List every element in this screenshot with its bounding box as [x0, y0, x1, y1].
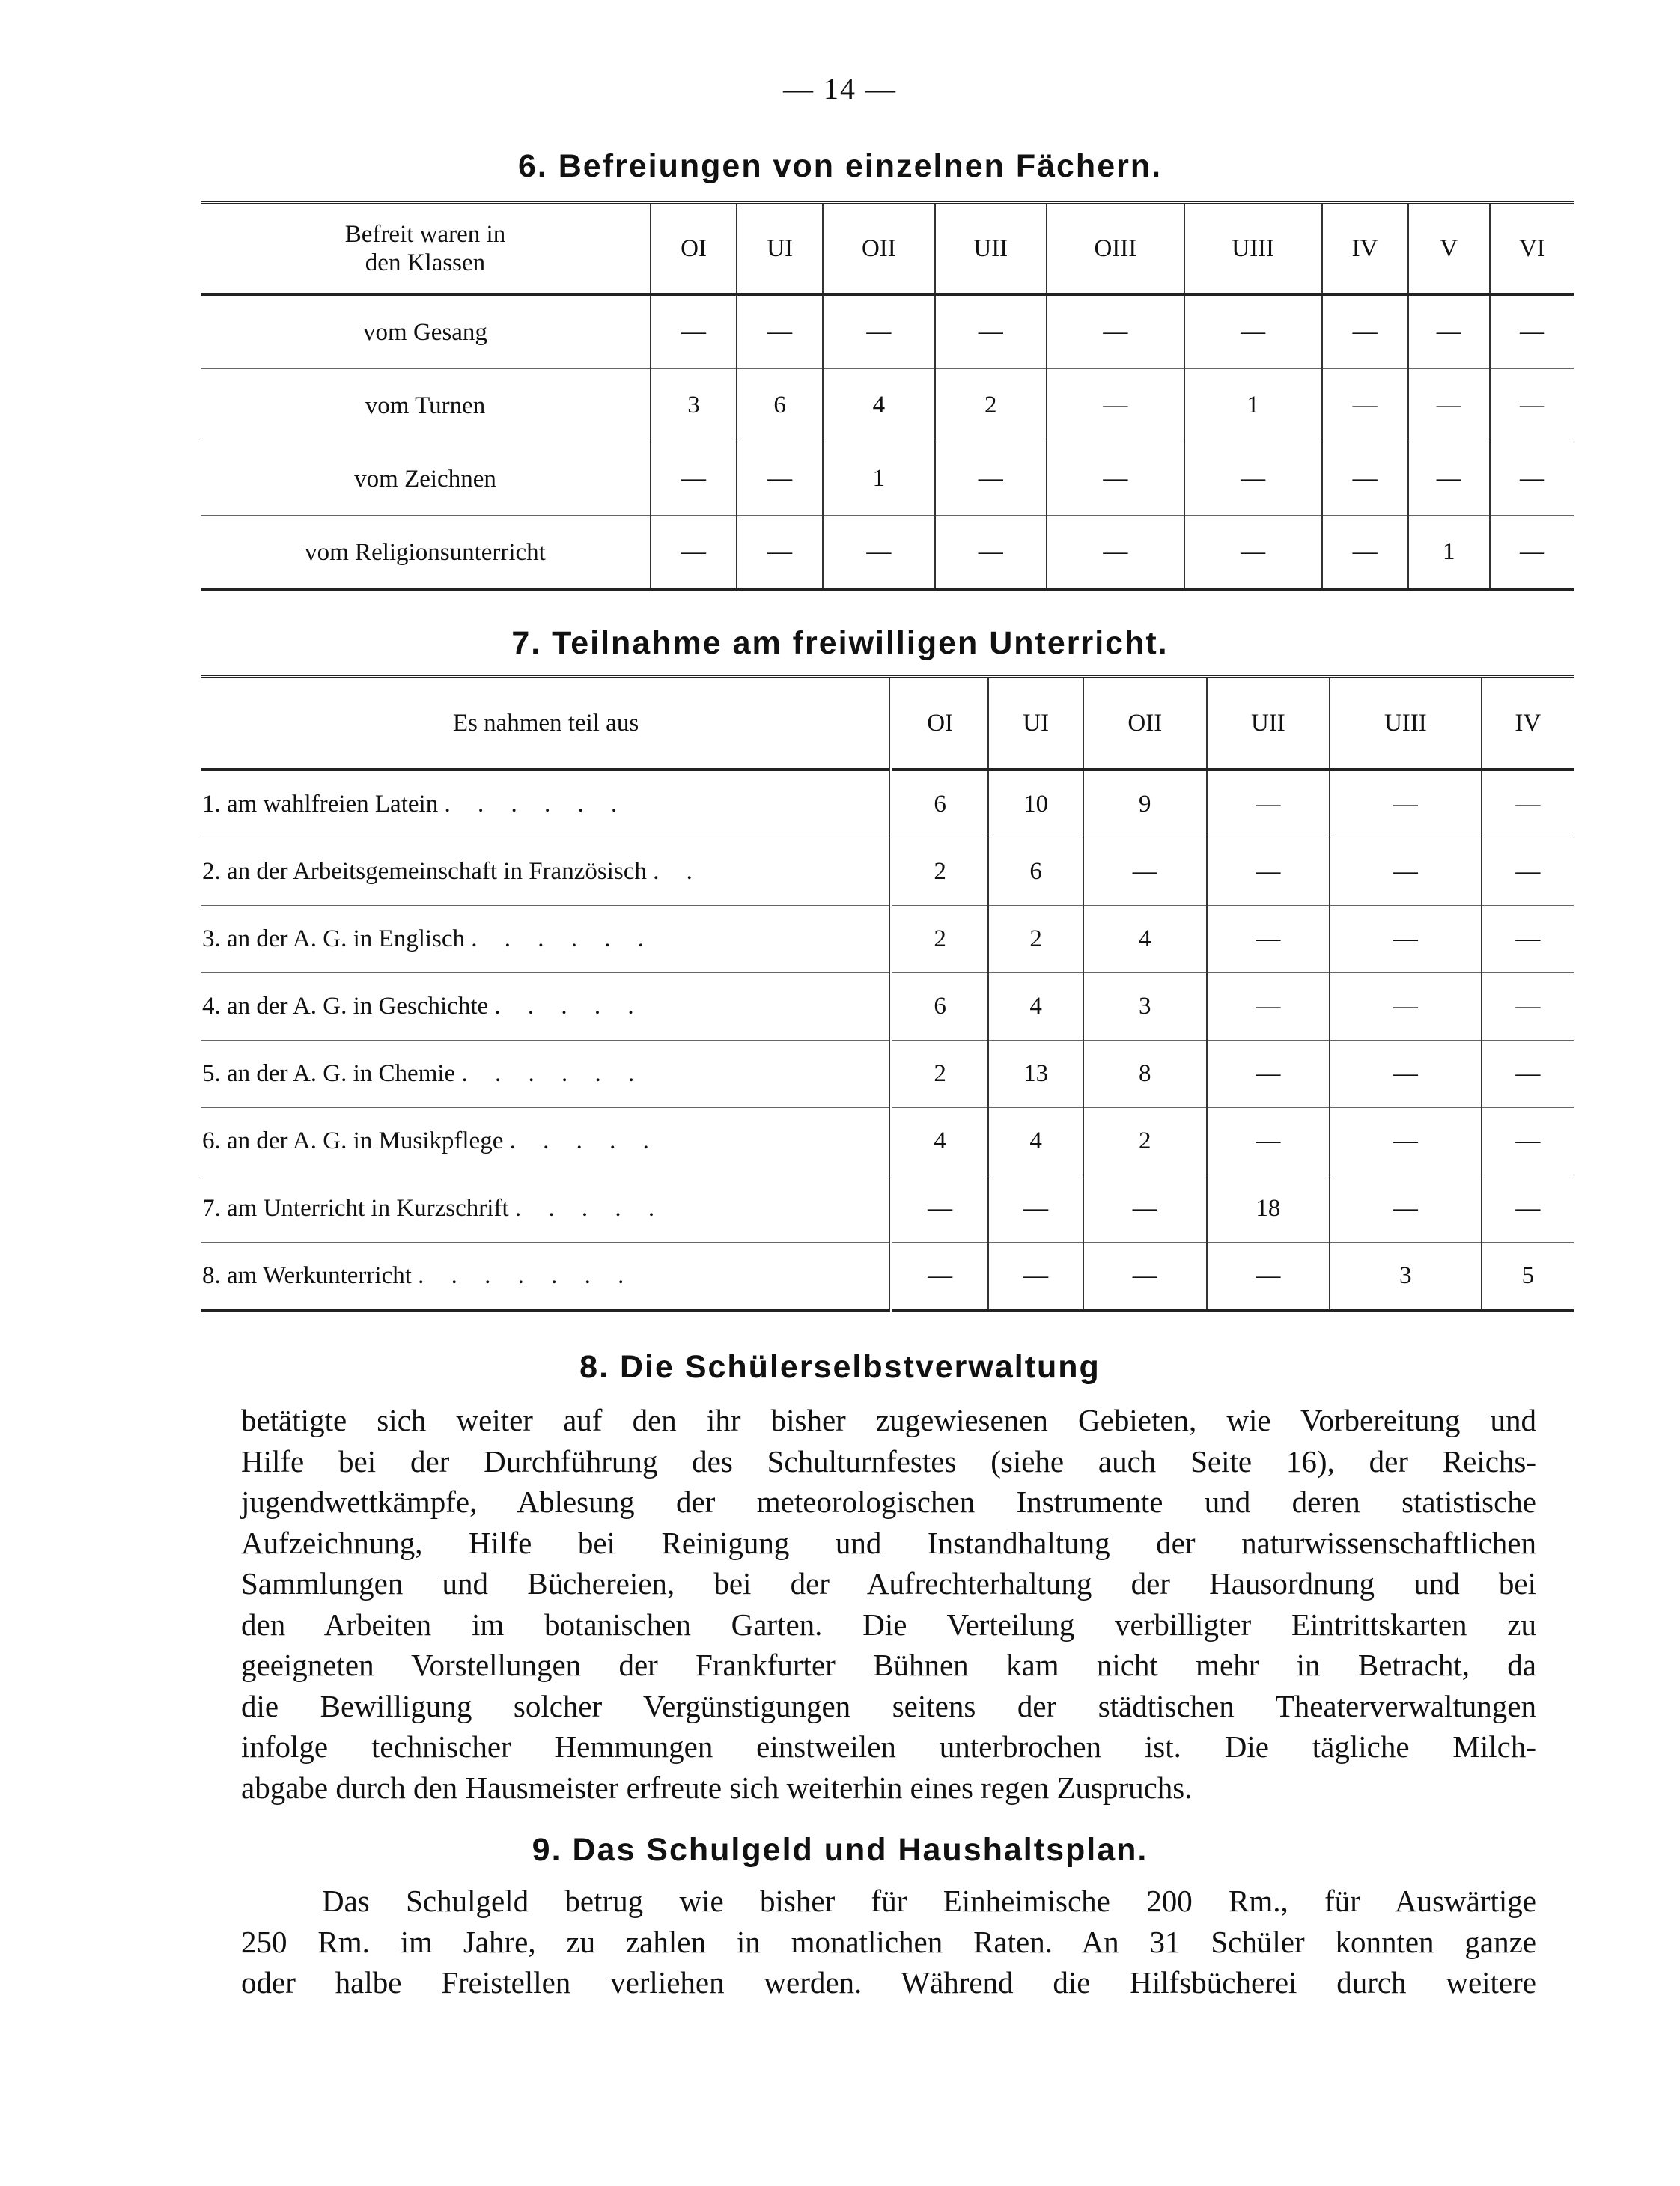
row-label: 3. an der A. G. in Englisch — [202, 925, 466, 952]
text-line: geeigneten Vorstellungen der Frankfurter Bühnen kam nicht mehr in Betracht, da — [241, 1648, 1536, 1682]
section8-title: 8. Die Schülerselbstverwaltung — [579, 1349, 1101, 1385]
table-cell: 1 — [1184, 369, 1322, 442]
row-label-cell — [201, 973, 891, 1041]
col-header: UI — [988, 677, 1083, 770]
row-label: 8. am Werkunterricht — [202, 1262, 412, 1289]
header-label: Es nahmen teil aus — [201, 677, 891, 770]
table-cell: — — [823, 516, 934, 590]
table-row — [201, 369, 1574, 442]
table-cell: — — [1322, 294, 1408, 369]
table-cell: — — [1322, 442, 1408, 516]
row-label-cell — [201, 1175, 891, 1243]
voluntary-classes-table — [201, 675, 1574, 1312]
table-cell: — — [1047, 294, 1184, 369]
table-cell: — — [1184, 442, 1322, 516]
table-cell: 4 — [1083, 906, 1207, 973]
table-cell: — — [891, 1243, 988, 1312]
table-cell: — — [737, 516, 823, 590]
table-cell: — — [737, 294, 823, 369]
section9-title: 9. Das Schulgeld und Haushaltsplan. — [532, 1832, 1148, 1868]
table-cell: — — [988, 1175, 1083, 1243]
leader-dots: . . . . . — [494, 993, 645, 1020]
table-cell: 9 — [1083, 770, 1207, 838]
table-cell: — — [1408, 442, 1490, 516]
leader-dots: . . . . . — [514, 1195, 666, 1222]
row-label: vom Turnen — [201, 369, 651, 442]
leader-dots: . . . . . . — [461, 1060, 645, 1087]
table-cell: — — [651, 516, 737, 590]
leader-dots: . . . . . — [509, 1127, 660, 1154]
col-header: UI — [737, 203, 823, 295]
text-line: den Arbeiten im botanischen Garten. Die Verteilung verbilligter Eintrittskarten zu — [241, 1607, 1536, 1642]
table-row — [201, 442, 1574, 516]
table-cell: — — [1330, 906, 1481, 973]
row-label: vom Religionsunterricht — [201, 516, 651, 590]
table-cell: 2 — [891, 906, 988, 973]
table-cell: — — [1408, 369, 1490, 442]
table-cell: 3 — [1330, 1243, 1481, 1312]
table-cell: 2 — [1083, 1108, 1207, 1175]
col-header: OIII — [1047, 203, 1184, 295]
text-line: 250 Rm. im Jahre, zu zahlen in monatlichen Raten. An 31 Schüler konnten ganze — [241, 1924, 1536, 1959]
table-cell: — — [1184, 516, 1322, 590]
row-label: 2. an der Arbeitsgemeinschaft in Französisch — [202, 858, 647, 885]
table-cell: — — [1322, 369, 1408, 442]
table-cell: — — [1490, 442, 1574, 516]
table-cell: 5 — [1482, 1243, 1574, 1312]
table-cell: — — [1330, 973, 1481, 1041]
table-cell: 13 — [988, 1041, 1083, 1108]
table-cell: — — [1482, 770, 1574, 838]
table-cell: — — [1482, 1175, 1574, 1243]
text-line: abgabe durch den Hausmeister erfreute sich weiterhin eines regen Zuspruchs. — [241, 1770, 1193, 1805]
table-cell: 6 — [891, 973, 988, 1041]
table-row — [201, 516, 1574, 590]
section6-title: 6. Befreiungen von einzelnen Fächern. — [517, 148, 1163, 184]
table-row — [201, 1041, 1574, 1108]
col-header: UII — [935, 203, 1047, 295]
table-row — [201, 1243, 1574, 1312]
table-header-row — [201, 677, 1574, 770]
table-cell: — — [737, 442, 823, 516]
table-row — [201, 294, 1574, 369]
text-line: die Bewilligung solcher Vergünstigungen seitens der städtischen Theaterverwaltungen — [241, 1688, 1536, 1723]
header-label-line1: Befreit waren in — [344, 221, 506, 248]
table-cell: — — [1482, 1041, 1574, 1108]
table-cell: — — [1330, 770, 1481, 838]
section9-paragraph — [241, 1881, 1536, 2003]
table-cell: — — [891, 1175, 988, 1243]
text-line: betätigte sich weiter auf den ihr bisher zugewiesenen Gebieten, wie Vorbereitung und — [241, 1403, 1536, 1437]
table-cell: — — [1083, 1243, 1207, 1312]
table-cell: 1 — [823, 442, 934, 516]
leader-dots: . . . . . . . — [418, 1262, 635, 1289]
table-cell: — — [1490, 516, 1574, 590]
col-header: V — [1408, 203, 1490, 295]
table-cell: 2 — [935, 369, 1047, 442]
table-cell: — — [1207, 1041, 1330, 1108]
table-cell: 6 — [988, 838, 1083, 906]
table-row — [201, 906, 1574, 973]
leader-dots: . . — [653, 858, 703, 885]
text-line: oder halbe Freistellen verliehen werden. Während die Hilfsbücherei durch weitere — [241, 1965, 1536, 2000]
section7-title: 7. Teilnahme am freiwilligen Unterricht. — [511, 625, 1169, 661]
table-row — [201, 838, 1574, 906]
table-cell: 1 — [1408, 516, 1490, 590]
table-cell: — — [1083, 838, 1207, 906]
text-line: Aufzeichnung, Hilfe bei Reinigung und Instandhaltung der naturwissenschaftlichen — [241, 1525, 1536, 1560]
table-cell: — — [1184, 294, 1322, 369]
table-row — [201, 1175, 1574, 1243]
table-cell: — — [1330, 1041, 1481, 1108]
table-cell: 2 — [891, 1041, 988, 1108]
table-cell: — — [988, 1243, 1083, 1312]
row-label: vom Zeichnen — [201, 442, 651, 516]
leader-dots: . . . . . . — [471, 925, 655, 952]
table-cell: 8 — [1083, 1041, 1207, 1108]
section8-paragraph — [241, 1400, 1536, 1808]
table-cell: — — [1322, 516, 1408, 590]
table-cell: 3 — [651, 369, 737, 442]
row-label: 6. an der A. G. in Musikpflege — [202, 1127, 504, 1154]
row-label: vom Gesang — [201, 294, 651, 369]
row-label: 5. an der A. G. in Chemie — [202, 1060, 456, 1087]
table-cell: — — [1207, 838, 1330, 906]
col-header: OI — [651, 203, 737, 295]
table-cell: — — [1482, 906, 1574, 973]
table-cell: — — [1482, 838, 1574, 906]
table-cell: 4 — [988, 973, 1083, 1041]
table-cell: — — [935, 442, 1047, 516]
row-label: 1. am wahlfreien Latein — [202, 791, 439, 818]
text-line: Das Schulgeld betrug wie bisher für Einheimische 200 Rm., für Auswärtige — [322, 1884, 1536, 1918]
table-cell: — — [1207, 906, 1330, 973]
text-line: jugendwettkämpfe, Ablesung der meteorologischen Instrumente und deren statistische — [241, 1485, 1536, 1519]
table-row — [201, 1108, 1574, 1175]
table-cell: — — [651, 294, 737, 369]
table-cell: — — [1047, 442, 1184, 516]
row-label-cell — [201, 906, 891, 973]
col-header: OII — [823, 203, 934, 295]
row-label: 4. an der A. G. in Geschichte — [202, 993, 489, 1020]
leader-dots: . . . . . . — [444, 791, 628, 818]
table-cell: — — [1482, 973, 1574, 1041]
table-cell: — — [1047, 516, 1184, 590]
col-header: UII — [1207, 677, 1330, 770]
table-cell: — — [1207, 973, 1330, 1041]
table-cell: — — [651, 442, 737, 516]
table-cell: 2 — [891, 838, 988, 906]
table-row — [201, 770, 1574, 838]
table-cell: — — [1047, 369, 1184, 442]
page-number: — 14 — — [783, 72, 897, 106]
col-header: OII — [1083, 677, 1207, 770]
table-cell: — — [1490, 294, 1574, 369]
table-cell: — — [1482, 1108, 1574, 1175]
table-cell: 2 — [988, 906, 1083, 973]
table-header-row — [201, 203, 1574, 295]
col-header: UIII — [1330, 677, 1481, 770]
table-cell: 4 — [988, 1108, 1083, 1175]
table-cell: 3 — [1083, 973, 1207, 1041]
row-label-cell — [201, 1108, 891, 1175]
table-cell: — — [1330, 838, 1481, 906]
table-row — [201, 973, 1574, 1041]
row-label-cell — [201, 1041, 891, 1108]
table-cell: — — [1408, 294, 1490, 369]
table-cell: — — [1207, 1108, 1330, 1175]
table-cell: 4 — [891, 1108, 988, 1175]
table-cell: 18 — [1207, 1175, 1330, 1243]
col-header: UIII — [1184, 203, 1322, 295]
row-label-cell — [201, 838, 891, 906]
table-cell: — — [1330, 1175, 1481, 1243]
table-cell: — — [823, 294, 934, 369]
exemptions-table — [201, 201, 1574, 591]
col-header: IV — [1482, 677, 1574, 770]
table-cell: — — [1083, 1175, 1207, 1243]
row-label: 7. am Unterricht in Kurzschrift — [202, 1195, 509, 1222]
table-cell: — — [935, 294, 1047, 369]
header-label-cell — [201, 203, 651, 295]
table-cell: — — [935, 516, 1047, 590]
col-header: IV — [1322, 203, 1408, 295]
row-label-cell — [201, 770, 891, 838]
table-cell: — — [1207, 770, 1330, 838]
text-line: Hilfe bei der Durchführung des Schulturnfestes (siehe auch Seite 16), der Reichs- — [241, 1443, 1536, 1479]
table-cell: — — [1330, 1108, 1481, 1175]
table-cell: 10 — [988, 770, 1083, 838]
text-line: infolge technischer Hemmungen einstweilen unterbrochen ist. Die tägliche Milch- — [241, 1729, 1536, 1764]
table-cell: 6 — [891, 770, 988, 838]
row-label-cell — [201, 1243, 891, 1312]
table-cell: — — [1207, 1243, 1330, 1312]
header-label-line2: den Klassen — [365, 249, 486, 276]
table-cell: — — [1490, 369, 1574, 442]
col-header: OI — [891, 677, 988, 770]
col-header: VI — [1490, 203, 1574, 295]
table-cell: 6 — [737, 369, 823, 442]
text-line: Sammlungen und Büchereien, bei der Aufrechterhaltung der Hausordnung und bei — [241, 1566, 1536, 1601]
table-cell: 4 — [823, 369, 934, 442]
